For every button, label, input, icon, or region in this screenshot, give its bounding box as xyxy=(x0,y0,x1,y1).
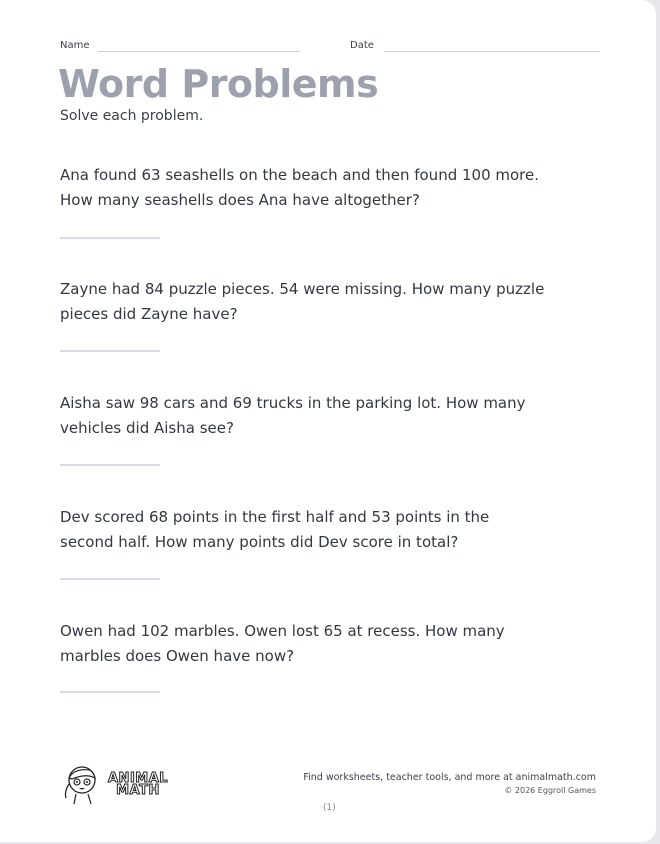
animal-math-logo xyxy=(60,764,168,806)
problem-3: Aisha saw 98 cars and 69 trucks in the parking lot. How many vehicles did Aisha see? xyxy=(60,394,526,437)
logo-line-2: MATH xyxy=(116,783,160,798)
footer-tagline: Find worksheets, teacher tools, and more at animalmath.com xyxy=(303,772,596,783)
date-field-line[interactable] xyxy=(384,51,600,52)
answer-line-2[interactable] xyxy=(60,350,160,352)
girl-mascot-icon xyxy=(60,764,104,806)
name-label: Name xyxy=(60,40,90,51)
page-title: Word Problems xyxy=(58,62,379,106)
instructions: Solve each problem. xyxy=(60,108,204,124)
answer-line-5[interactable] xyxy=(60,691,160,693)
problem-4: Dev scored 68 points in the first half and 53 points in the second half. How many points did Dev score in total? xyxy=(60,508,490,551)
date-label: Date xyxy=(350,40,374,51)
name-field-line[interactable] xyxy=(98,51,300,52)
answer-line-1[interactable] xyxy=(60,237,160,239)
copyright: © 2026 Eggroll Games xyxy=(504,786,596,795)
page-number: (1) xyxy=(323,803,336,813)
problem-1: Ana found 63 seashells on the beach and then found 100 more. How many seashells does Ana have altogether? xyxy=(60,166,540,209)
answer-line-4[interactable] xyxy=(60,578,160,580)
answer-line-3[interactable] xyxy=(60,464,160,466)
logo-line-1: ANIMAL xyxy=(108,771,169,786)
problem-2: Zayne had 84 puzzle pieces. 54 were missing. How many puzzle pieces did Zayne have? xyxy=(60,280,545,323)
problem-5: Owen had 102 marbles. Owen lost 65 at recess. How many marbles does Owen have now? xyxy=(60,622,505,665)
